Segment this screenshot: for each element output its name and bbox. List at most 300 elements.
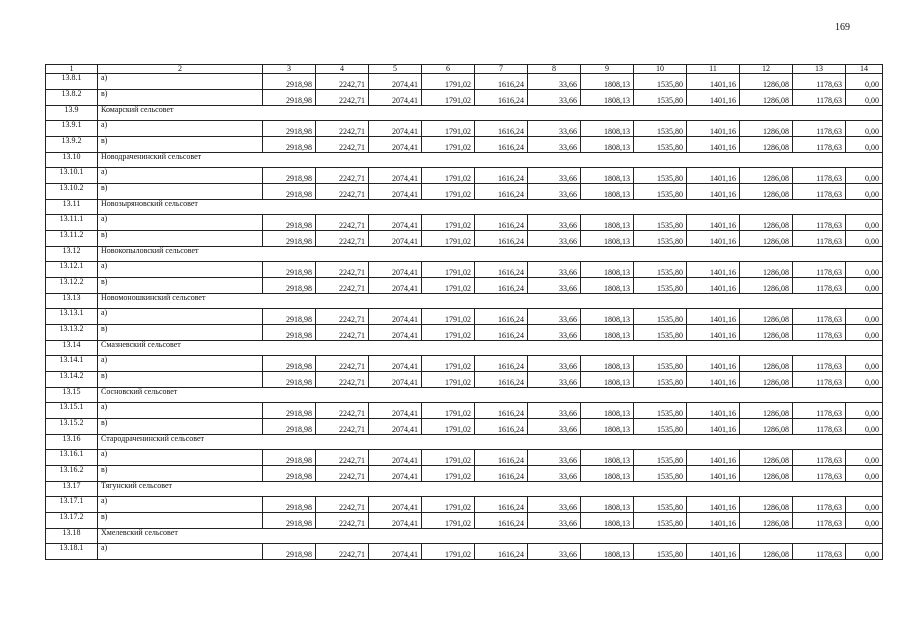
value-cell: 1401,16 <box>687 513 740 529</box>
value-cell: 1178,63 <box>793 231 846 247</box>
value-cell: 2074,41 <box>369 74 422 90</box>
value-cell: 2074,41 <box>369 356 422 372</box>
value-cell: 1178,63 <box>793 497 846 513</box>
value-cell: 1808,13 <box>581 309 634 325</box>
value-cell: 1178,63 <box>793 466 846 482</box>
value-cell: 1616,24 <box>475 309 528 325</box>
header-row <box>46 65 883 74</box>
value-cell: 0,00 <box>846 262 883 278</box>
section-title: Хмелевский сельсовет <box>98 529 883 544</box>
value-cell: 2242,71 <box>316 215 369 231</box>
row-code: 13.9.2 <box>46 137 98 153</box>
value-cell: 1791,02 <box>422 184 475 200</box>
row-code: 13.12 <box>46 247 98 262</box>
table-row <box>46 309 883 325</box>
row-code: 13.14.1 <box>46 356 98 372</box>
column-header: 13 <box>793 65 846 74</box>
value-cell: 2918,98 <box>263 497 316 513</box>
row-label: а) <box>98 403 263 419</box>
row-label: в) <box>98 184 263 200</box>
value-cell: 1178,63 <box>793 419 846 435</box>
value-cell: 33,66 <box>528 497 581 513</box>
value-cell: 1401,16 <box>687 372 740 388</box>
value-cell: 1178,63 <box>793 278 846 294</box>
value-cell: 1616,24 <box>475 372 528 388</box>
value-cell: 2242,71 <box>316 168 369 184</box>
value-cell: 1791,02 <box>422 419 475 435</box>
table-row <box>46 184 883 200</box>
table-row <box>46 497 883 513</box>
value-cell: 1401,16 <box>687 168 740 184</box>
value-cell: 1616,24 <box>475 74 528 90</box>
row-label: а) <box>98 262 263 278</box>
value-cell: 1535,80 <box>634 215 687 231</box>
section-row <box>46 153 883 168</box>
value-cell: 1616,24 <box>475 513 528 529</box>
value-cell: 33,66 <box>528 309 581 325</box>
value-cell: 2242,71 <box>316 137 369 153</box>
value-cell: 0,00 <box>846 309 883 325</box>
row-code: 13.12.2 <box>46 278 98 294</box>
value-cell: 2918,98 <box>263 74 316 90</box>
row-label: а) <box>98 309 263 325</box>
value-cell: 1808,13 <box>581 497 634 513</box>
value-cell: 1178,63 <box>793 544 846 560</box>
value-cell: 1808,13 <box>581 419 634 435</box>
table-row <box>46 262 883 278</box>
row-code: 13.11.1 <box>46 215 98 231</box>
value-cell: 1178,63 <box>793 121 846 137</box>
value-cell: 1808,13 <box>581 74 634 90</box>
column-header: 3 <box>263 65 316 74</box>
value-cell: 33,66 <box>528 513 581 529</box>
value-cell: 33,66 <box>528 168 581 184</box>
section-title: Смазневский сельсовет <box>98 341 883 356</box>
value-cell: 1178,63 <box>793 403 846 419</box>
row-label: а) <box>98 121 263 137</box>
column-header: 12 <box>740 65 793 74</box>
value-cell: 1616,24 <box>475 231 528 247</box>
value-cell: 2918,98 <box>263 121 316 137</box>
value-cell: 1808,13 <box>581 544 634 560</box>
value-cell: 1178,63 <box>793 309 846 325</box>
value-cell: 1401,16 <box>687 121 740 137</box>
value-cell: 2074,41 <box>369 278 422 294</box>
value-cell: 2918,98 <box>263 513 316 529</box>
column-header: 2 <box>98 65 263 74</box>
value-cell: 2918,98 <box>263 137 316 153</box>
value-cell: 1178,63 <box>793 356 846 372</box>
value-cell: 2074,41 <box>369 325 422 341</box>
value-cell: 2918,98 <box>263 184 316 200</box>
column-header: 5 <box>369 65 422 74</box>
row-label: а) <box>98 544 263 560</box>
value-cell: 1286,08 <box>740 184 793 200</box>
value-cell: 1535,80 <box>634 168 687 184</box>
value-cell: 1791,02 <box>422 513 475 529</box>
row-label: в) <box>98 419 263 435</box>
value-cell: 1401,16 <box>687 215 740 231</box>
page-number: 169 <box>835 22 850 33</box>
row-code: 13.9 <box>46 106 98 121</box>
table-row <box>46 403 883 419</box>
value-cell: 2918,98 <box>263 466 316 482</box>
value-cell: 1401,16 <box>687 184 740 200</box>
value-cell: 1286,08 <box>740 497 793 513</box>
section-title: Новозыряновский сельсовет <box>98 200 883 215</box>
value-cell: 2074,41 <box>369 466 422 482</box>
value-cell: 1286,08 <box>740 121 793 137</box>
value-cell: 2242,71 <box>316 372 369 388</box>
value-cell: 1808,13 <box>581 137 634 153</box>
value-cell: 2074,41 <box>369 215 422 231</box>
row-label: в) <box>98 278 263 294</box>
table-row <box>46 450 883 466</box>
value-cell: 2242,71 <box>316 184 369 200</box>
value-cell: 1616,24 <box>475 90 528 106</box>
row-code: 13.10 <box>46 153 98 168</box>
row-label: в) <box>98 513 263 529</box>
row-code: 13.10.1 <box>46 168 98 184</box>
value-cell: 1286,08 <box>740 168 793 184</box>
section-row <box>46 247 883 262</box>
section-row <box>46 200 883 215</box>
value-cell: 0,00 <box>846 137 883 153</box>
value-cell: 1791,02 <box>422 497 475 513</box>
value-cell: 1286,08 <box>740 74 793 90</box>
section-title: Стародраченинский сельсовет <box>98 435 883 450</box>
column-header: 1 <box>46 65 98 74</box>
column-header: 6 <box>422 65 475 74</box>
value-cell: 2918,98 <box>263 278 316 294</box>
value-cell: 1808,13 <box>581 168 634 184</box>
value-cell: 1401,16 <box>687 137 740 153</box>
row-label: а) <box>98 74 263 90</box>
value-cell: 1535,80 <box>634 137 687 153</box>
value-cell: 1616,24 <box>475 121 528 137</box>
table-row <box>46 137 883 153</box>
row-label: а) <box>98 450 263 466</box>
column-header: 7 <box>475 65 528 74</box>
value-cell: 2074,41 <box>369 544 422 560</box>
value-cell: 2918,98 <box>263 309 316 325</box>
value-cell: 2074,41 <box>369 309 422 325</box>
value-cell: 1791,02 <box>422 168 475 184</box>
value-cell: 1178,63 <box>793 215 846 231</box>
value-cell: 33,66 <box>528 90 581 106</box>
value-cell: 1401,16 <box>687 419 740 435</box>
value-cell: 33,66 <box>528 419 581 435</box>
value-cell: 1286,08 <box>740 90 793 106</box>
value-cell: 1791,02 <box>422 309 475 325</box>
value-cell: 1791,02 <box>422 231 475 247</box>
value-cell: 1791,02 <box>422 215 475 231</box>
value-cell: 1286,08 <box>740 419 793 435</box>
value-cell: 1286,08 <box>740 231 793 247</box>
value-cell: 2918,98 <box>263 544 316 560</box>
section-row <box>46 388 883 403</box>
value-cell: 33,66 <box>528 121 581 137</box>
table-row <box>46 419 883 435</box>
value-cell: 0,00 <box>846 372 883 388</box>
value-cell: 1616,24 <box>475 466 528 482</box>
value-cell: 1286,08 <box>740 278 793 294</box>
value-cell: 33,66 <box>528 325 581 341</box>
value-cell: 2242,71 <box>316 90 369 106</box>
value-cell: 1791,02 <box>422 544 475 560</box>
value-cell: 2918,98 <box>263 356 316 372</box>
value-cell: 1535,80 <box>634 497 687 513</box>
column-header: 4 <box>316 65 369 74</box>
value-cell: 0,00 <box>846 466 883 482</box>
value-cell: 2242,71 <box>316 356 369 372</box>
column-header: 14 <box>846 65 883 74</box>
value-cell: 2074,41 <box>369 90 422 106</box>
value-cell: 2242,71 <box>316 419 369 435</box>
row-code: 13.16.2 <box>46 466 98 482</box>
table-row <box>46 325 883 341</box>
value-cell: 1808,13 <box>581 278 634 294</box>
value-cell: 1808,13 <box>581 450 634 466</box>
value-cell: 1178,63 <box>793 74 846 90</box>
value-cell: 2918,98 <box>263 419 316 435</box>
value-cell: 2242,71 <box>316 544 369 560</box>
section-row <box>46 435 883 450</box>
section-title: Новомоношкинский сельсовет <box>98 294 883 309</box>
value-cell: 0,00 <box>846 184 883 200</box>
value-cell: 1616,24 <box>475 325 528 341</box>
table-row <box>46 215 883 231</box>
value-cell: 1616,24 <box>475 278 528 294</box>
value-cell: 1791,02 <box>422 403 475 419</box>
row-code: 13.14.2 <box>46 372 98 388</box>
value-cell: 1808,13 <box>581 403 634 419</box>
value-cell: 1616,24 <box>475 419 528 435</box>
value-cell: 0,00 <box>846 544 883 560</box>
value-cell: 1808,13 <box>581 356 634 372</box>
value-cell: 33,66 <box>528 231 581 247</box>
value-cell: 1401,16 <box>687 450 740 466</box>
value-cell: 1401,16 <box>687 497 740 513</box>
value-cell: 1808,13 <box>581 262 634 278</box>
row-code: 13.17.1 <box>46 497 98 513</box>
row-code: 13.13.2 <box>46 325 98 341</box>
section-row <box>46 529 883 544</box>
value-cell: 1808,13 <box>581 121 634 137</box>
value-cell: 2918,98 <box>263 403 316 419</box>
row-code: 13.15 <box>46 388 98 403</box>
value-cell: 2242,71 <box>316 325 369 341</box>
value-cell: 1286,08 <box>740 513 793 529</box>
value-cell: 2074,41 <box>369 450 422 466</box>
value-cell: 1808,13 <box>581 90 634 106</box>
value-cell: 0,00 <box>846 74 883 90</box>
row-code: 13.8.1 <box>46 74 98 90</box>
table-row <box>46 121 883 137</box>
value-cell: 0,00 <box>846 325 883 341</box>
value-cell: 2074,41 <box>369 497 422 513</box>
value-cell: 1616,24 <box>475 168 528 184</box>
value-cell: 2074,41 <box>369 372 422 388</box>
row-label: в) <box>98 231 263 247</box>
value-cell: 0,00 <box>846 513 883 529</box>
value-cell: 1178,63 <box>793 450 846 466</box>
value-cell: 1286,08 <box>740 356 793 372</box>
value-cell: 0,00 <box>846 497 883 513</box>
value-cell: 2242,71 <box>316 309 369 325</box>
value-cell: 2074,41 <box>369 231 422 247</box>
value-cell: 1401,16 <box>687 544 740 560</box>
row-label: в) <box>98 466 263 482</box>
value-cell: 2242,71 <box>316 513 369 529</box>
row-code: 13.11.2 <box>46 231 98 247</box>
value-cell: 1286,08 <box>740 466 793 482</box>
value-cell: 2918,98 <box>263 215 316 231</box>
value-cell: 1401,16 <box>687 262 740 278</box>
value-cell: 2074,41 <box>369 513 422 529</box>
value-cell: 1791,02 <box>422 74 475 90</box>
value-cell: 2242,71 <box>316 403 369 419</box>
table-row <box>46 278 883 294</box>
value-cell: 1286,08 <box>740 372 793 388</box>
value-cell: 1401,16 <box>687 278 740 294</box>
value-cell: 1178,63 <box>793 372 846 388</box>
value-cell: 1401,16 <box>687 74 740 90</box>
row-code: 13.13.1 <box>46 309 98 325</box>
section-title: Сосновский сельсовет <box>98 388 883 403</box>
table-row <box>46 356 883 372</box>
value-cell: 0,00 <box>846 168 883 184</box>
table-body <box>46 65 883 560</box>
value-cell: 1535,80 <box>634 184 687 200</box>
value-cell: 1178,63 <box>793 168 846 184</box>
row-code: 13.8.2 <box>46 90 98 106</box>
value-cell: 1401,16 <box>687 309 740 325</box>
value-cell: 33,66 <box>528 372 581 388</box>
value-cell: 1791,02 <box>422 356 475 372</box>
table-row <box>46 372 883 388</box>
value-cell: 1178,63 <box>793 513 846 529</box>
row-code: 13.10.2 <box>46 184 98 200</box>
value-cell: 33,66 <box>528 74 581 90</box>
value-cell: 2242,71 <box>316 121 369 137</box>
value-cell: 1286,08 <box>740 544 793 560</box>
section-title: Тягунский сельсовет <box>98 482 883 497</box>
value-cell: 2242,71 <box>316 466 369 482</box>
value-cell: 0,00 <box>846 278 883 294</box>
value-cell: 1616,24 <box>475 356 528 372</box>
value-cell: 0,00 <box>846 450 883 466</box>
value-cell: 2242,71 <box>316 231 369 247</box>
row-label: а) <box>98 356 263 372</box>
section-row <box>46 106 883 121</box>
value-cell: 2242,71 <box>316 262 369 278</box>
value-cell: 1178,63 <box>793 184 846 200</box>
section-title: Новокопыловский сельсовет <box>98 247 883 262</box>
value-cell: 33,66 <box>528 450 581 466</box>
row-code: 13.18.1 <box>46 544 98 560</box>
value-cell: 33,66 <box>528 356 581 372</box>
value-cell: 1616,24 <box>475 137 528 153</box>
row-code: 13.14 <box>46 341 98 356</box>
value-cell: 1286,08 <box>740 403 793 419</box>
value-cell: 1616,24 <box>475 262 528 278</box>
table-row <box>46 231 883 247</box>
row-code: 13.9.1 <box>46 121 98 137</box>
row-code: 13.15.1 <box>46 403 98 419</box>
value-cell: 1535,80 <box>634 356 687 372</box>
value-cell: 1535,80 <box>634 450 687 466</box>
row-label: а) <box>98 168 263 184</box>
value-cell: 1401,16 <box>687 231 740 247</box>
value-cell: 1808,13 <box>581 372 634 388</box>
row-code: 13.18 <box>46 529 98 544</box>
value-cell: 0,00 <box>846 403 883 419</box>
value-cell: 33,66 <box>528 215 581 231</box>
row-code: 13.11 <box>46 200 98 215</box>
column-header: 9 <box>581 65 634 74</box>
value-cell: 1616,24 <box>475 403 528 419</box>
value-cell: 1791,02 <box>422 262 475 278</box>
value-cell: 1178,63 <box>793 262 846 278</box>
value-cell: 1178,63 <box>793 137 846 153</box>
value-cell: 2074,41 <box>369 262 422 278</box>
value-cell: 1808,13 <box>581 325 634 341</box>
value-cell: 1535,80 <box>634 262 687 278</box>
column-header: 11 <box>687 65 740 74</box>
value-cell: 1286,08 <box>740 215 793 231</box>
value-cell: 0,00 <box>846 215 883 231</box>
row-code: 13.17 <box>46 482 98 497</box>
section-title: Комарский сельсовет <box>98 106 883 121</box>
section-row <box>46 294 883 309</box>
value-cell: 0,00 <box>846 356 883 372</box>
value-cell: 33,66 <box>528 184 581 200</box>
value-cell: 33,66 <box>528 262 581 278</box>
value-cell: 2242,71 <box>316 450 369 466</box>
value-cell: 1286,08 <box>740 137 793 153</box>
value-cell: 1535,80 <box>634 372 687 388</box>
value-cell: 0,00 <box>846 419 883 435</box>
value-cell: 1178,63 <box>793 325 846 341</box>
value-cell: 1535,80 <box>634 419 687 435</box>
value-cell: 1616,24 <box>475 544 528 560</box>
value-cell: 33,66 <box>528 403 581 419</box>
value-cell: 33,66 <box>528 278 581 294</box>
value-cell: 1401,16 <box>687 90 740 106</box>
value-cell: 2074,41 <box>369 403 422 419</box>
table-row <box>46 544 883 560</box>
value-cell: 1401,16 <box>687 325 740 341</box>
value-cell: 2918,98 <box>263 168 316 184</box>
value-cell: 1808,13 <box>581 513 634 529</box>
value-cell: 1535,80 <box>634 309 687 325</box>
value-cell: 1616,24 <box>475 184 528 200</box>
section-row <box>46 482 883 497</box>
value-cell: 1535,80 <box>634 90 687 106</box>
row-label: в) <box>98 90 263 106</box>
row-code: 13.13 <box>46 294 98 309</box>
value-cell: 33,66 <box>528 544 581 560</box>
value-cell: 2918,98 <box>263 450 316 466</box>
value-cell: 2074,41 <box>369 121 422 137</box>
data-table <box>45 64 883 560</box>
value-cell: 1791,02 <box>422 325 475 341</box>
value-cell: 1286,08 <box>740 450 793 466</box>
value-cell: 1286,08 <box>740 262 793 278</box>
value-cell: 1791,02 <box>422 278 475 294</box>
value-cell: 1791,02 <box>422 450 475 466</box>
